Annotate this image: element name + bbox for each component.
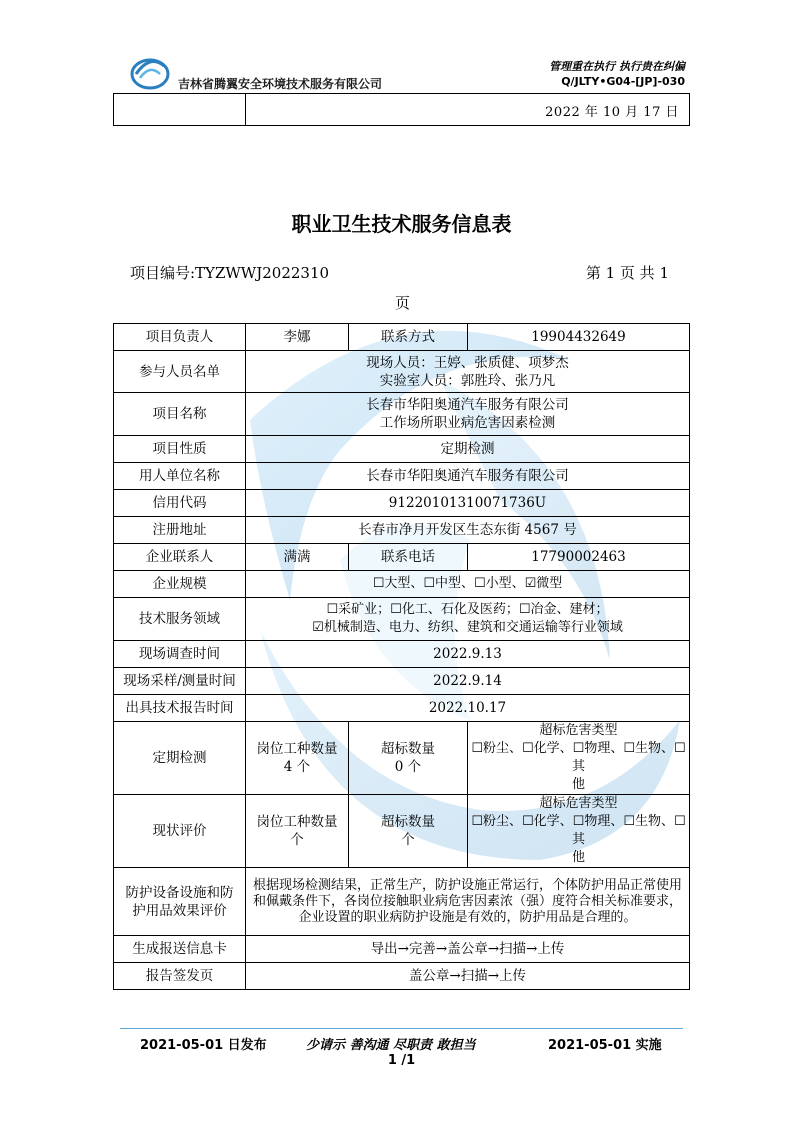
table-row [114,795,690,868]
date-box [113,93,690,126]
table-row [114,598,690,641]
protect-label-line: 防护设备设施和防 [125,884,234,901]
table-row [114,463,690,490]
employer-value: 长春市华阳奥通汽车服务有限公司 [246,463,690,490]
document-date: 2022 年 10 月 17 日 [545,105,679,120]
periodic-posts-value: 4 个 [283,759,311,775]
field-line: ☐采矿业；☐化工、石化及医药；☐冶金、建材； [326,602,609,617]
status-over-value: 个 [401,832,415,848]
table-row [114,868,690,936]
status-posts-value: 个 [290,832,304,848]
footer-page-number: 1 /1 [387,1053,416,1068]
protect-label-line: 护用品效果评价 [132,902,227,919]
periodic-posts-label: 岗位工种数量 [256,741,338,757]
report-label: 出具技术报告时间 [114,695,246,722]
employer-label: 用人单位名称 [114,463,246,490]
field-label: 技术服务领域 [114,598,246,641]
members-line: 实验室人员：郭胜玲、张乃凡 [379,372,556,389]
status-hazard [468,795,690,868]
issue-label: 报告签发页 [114,963,246,990]
project-name-line: 长春市华阳奥通汽车服务有限公司 [366,397,569,413]
protect-value: 根据现场检测结果，正常生产，防护设施正常运行，个体防护用品正常使用和佩戴条件下，各岗位接触职业病危害因素浓（强）度符合相关标准要求，企业设置的职业病防护设施是有效的，防护用品是合理的。 [246,868,690,936]
members-label: 参与人员名单 [114,351,246,393]
table-row [114,936,690,963]
protect-label [114,868,246,936]
survey-value: 2022.9.13 [246,641,690,668]
status-over-label: 超标数量 [381,814,435,830]
table-row [114,668,690,695]
issue-value: 盖公章→扫描→上传 [246,963,690,990]
enterprise-phone-value: 17790002463 [468,544,690,571]
members-value [246,351,690,393]
document-code: Q/JLTY•G04-[JP]-030 [561,75,685,88]
enterprise-phone-label: 联系电话 [349,544,468,571]
periodic-over-label: 超标数量 [381,741,435,757]
table-row [114,695,690,722]
footer-divider [120,1028,683,1029]
status-over [349,795,468,868]
header-slogan: 管理重在执行 执行贵在纠偏 [549,60,685,73]
nature-label: 项目性质 [114,436,246,463]
sampling-label: 现场采样/测量时间 [114,668,246,695]
table-row [114,722,690,795]
table-row [114,571,690,598]
page-title: 职业卫生技术服务信息表 [291,212,512,236]
periodic-over-value: 0 个 [394,759,422,775]
leader-value: 李娜 [246,324,349,351]
publish-date: 2021-05-01 日发布 [140,1038,267,1053]
enterprise-contact-label: 企业联系人 [114,544,246,571]
nature-value: 定期检测 [246,436,690,463]
table-row [114,963,690,990]
address-label: 注册地址 [114,517,246,544]
sampling-value: 2022.9.14 [246,668,690,695]
leader-label: 项目负责人 [114,324,246,351]
field-value [246,598,690,641]
table-row [114,436,690,463]
table-row [114,490,690,517]
project-name-line: 工作场所职业病危害因素检测 [379,415,556,431]
contact-label: 联系方式 [349,324,468,351]
project-name-label: 项目名称 [114,393,246,436]
report-value: 2022.10.17 [246,695,690,722]
table-row [114,393,690,436]
card-label: 生成报送信息卡 [114,936,246,963]
status-hazard-line: ☐粉尘、☐化学、☐物理、☐生物、☐其 [471,814,686,847]
table-row [114,351,690,393]
implement-date: 2021-05-01 实施 [548,1038,662,1053]
table-row [114,517,690,544]
scale-value: ☐大型、☐中型、☐小型、☑微型 [246,571,690,598]
credit-value: 91220101310071736U [246,490,690,517]
info-table [113,323,690,990]
project-name-value [246,393,690,436]
status-label: 现状评价 [114,795,246,868]
date-box-separator [245,93,246,125]
periodic-over [349,722,468,795]
field-line: ☑机械制造、电力、纺织、建筑和交通运输等行业领域 [312,620,623,635]
page-info-wrap: 页 [395,294,411,312]
periodic-label: 定期检测 [114,722,246,795]
scale-label: 企业规模 [114,571,246,598]
status-hazard-title: 超标危害类型 [539,796,618,811]
periodic-hazard-line: 他 [571,777,585,792]
project-number: 项目编号:TYZWWJ2022310 [130,264,330,282]
address-value: 长春市净月开发区生态东街 4567 号 [246,517,690,544]
status-posts [246,795,349,868]
periodic-posts [246,722,349,795]
table-row [114,324,690,351]
page-info: 第 1 页 共 1 [585,264,669,282]
status-posts-label: 岗位工种数量 [256,814,338,830]
survey-label: 现场调查时间 [114,641,246,668]
status-hazard-line: 他 [571,850,585,865]
members-line: 现场人员：王婷、张质健、项梦杰 [366,354,569,371]
periodic-hazard-line: ☐粉尘、☐化学、☐物理、☐生物、☐其 [471,741,686,774]
table-row [114,641,690,668]
contact-value: 19904432649 [468,324,690,351]
card-value: 导出→完善→盖公章→扫描→上传 [246,936,690,963]
periodic-hazard-title: 超标危害类型 [539,723,618,738]
periodic-hazard [468,722,690,795]
enterprise-contact-value: 满满 [246,544,349,571]
company-logo-icon [128,52,172,92]
table-row [114,544,690,571]
footer-motto: 少请示 善沟通 尽职责 敢担当 [306,1038,476,1053]
credit-label: 信用代码 [114,490,246,517]
company-name: 吉林省腾翼安全环境技术服务有限公司 [178,77,383,91]
